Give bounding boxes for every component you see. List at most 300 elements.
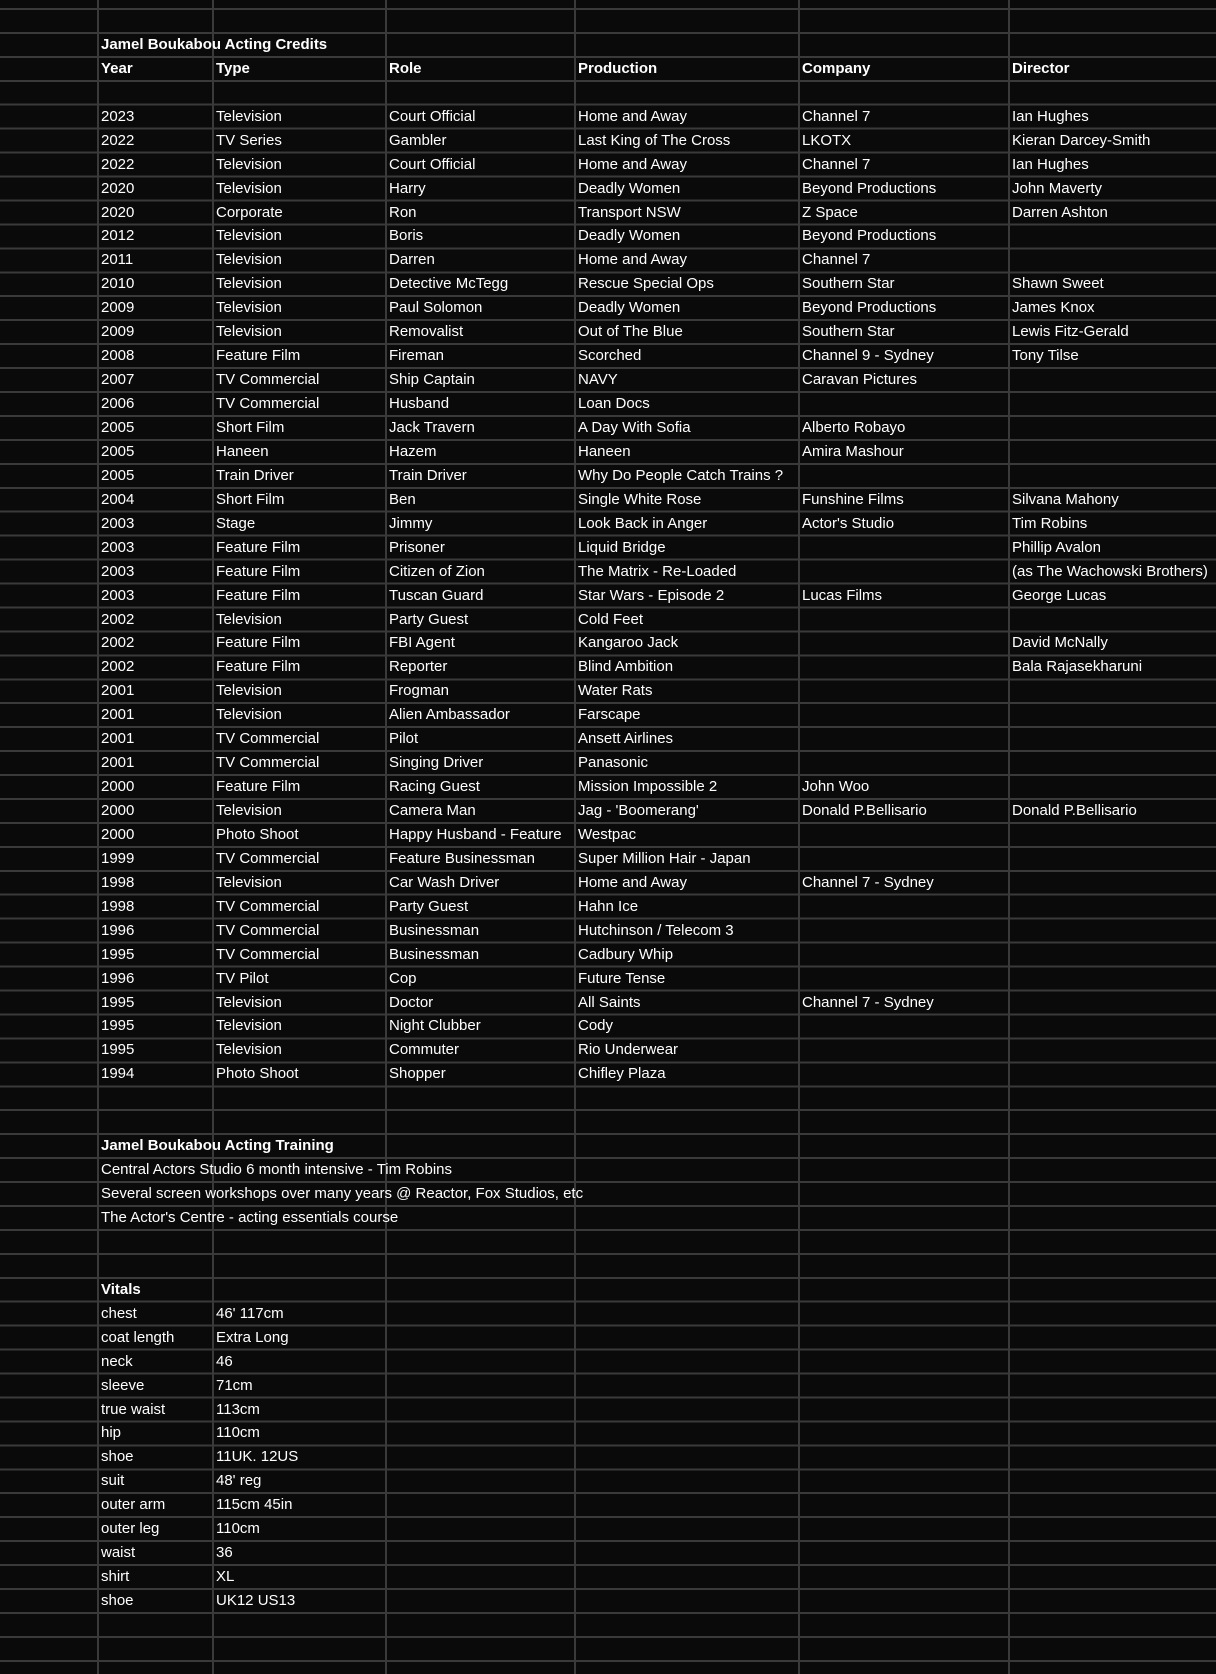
cell-role[interactable]: Fireman bbox=[389, 347, 445, 364]
table-row bbox=[0, 1446, 1216, 1468]
cell-type[interactable]: TV Commercial bbox=[216, 730, 320, 747]
cell-type[interactable]: Television bbox=[216, 323, 282, 340]
cell-production[interactable]: Cadbury Whip bbox=[578, 946, 674, 963]
cell-company[interactable]: Southern Star bbox=[802, 323, 895, 340]
cell-company[interactable] bbox=[800, 680, 802, 702]
cell-company[interactable]: Channel 7 - Sydney bbox=[802, 874, 934, 891]
cell-role[interactable]: Boris bbox=[389, 227, 424, 244]
vitals-measurement[interactable]: outer leg bbox=[101, 1520, 160, 1537]
cell-production[interactable]: Home and Away bbox=[578, 108, 687, 125]
cell-director[interactable]: Shawn Sweet bbox=[1012, 275, 1104, 292]
cell-company[interactable]: Channel 7 bbox=[802, 156, 871, 173]
cell-production[interactable]: Rescue Special Ops bbox=[578, 275, 714, 292]
vitals-measurement[interactable]: waist bbox=[101, 1544, 136, 1561]
cell-year[interactable]: 2007 bbox=[101, 371, 135, 388]
cell-company[interactable] bbox=[800, 704, 802, 726]
cell-production[interactable]: Westpac bbox=[578, 826, 637, 843]
cell-company[interactable] bbox=[800, 656, 802, 678]
cell-role[interactable]: Removalist bbox=[389, 323, 464, 340]
table-row bbox=[0, 728, 1216, 750]
cell-director[interactable]: Ian Hughes bbox=[1012, 108, 1089, 125]
cell-production[interactable]: Farscape bbox=[578, 706, 641, 723]
cell-year[interactable]: 2000 bbox=[101, 778, 135, 795]
cell-year[interactable]: 2020 bbox=[101, 180, 135, 197]
cell-role[interactable]: Businessman bbox=[389, 946, 480, 963]
cell-type[interactable]: Television bbox=[216, 227, 282, 244]
cell-role[interactable]: Singing Driver bbox=[389, 754, 484, 771]
cell-type[interactable]: Feature Film bbox=[216, 634, 301, 651]
cell-type[interactable]: Train Driver bbox=[216, 467, 294, 484]
vitals-value[interactable]: 48' reg bbox=[216, 1472, 262, 1489]
cell-director[interactable]: David McNally bbox=[1012, 634, 1108, 651]
vitals-value[interactable]: 110cm bbox=[216, 1520, 260, 1537]
header-role[interactable]: Role bbox=[389, 60, 422, 77]
table-row bbox=[0, 680, 1216, 702]
cell-type[interactable]: Short Film bbox=[216, 419, 285, 436]
cell-company[interactable] bbox=[800, 632, 802, 654]
cell-role[interactable]: Frogman bbox=[389, 682, 450, 699]
cell-type[interactable]: TV Commercial bbox=[216, 754, 320, 771]
cell-type[interactable]: Television bbox=[216, 682, 282, 699]
cell-company[interactable]: Lucas Films bbox=[802, 587, 883, 604]
cell-role[interactable]: Camera Man bbox=[389, 802, 476, 819]
table-row bbox=[0, 1399, 1216, 1421]
cell-production[interactable]: Out of The Blue bbox=[578, 323, 683, 340]
vitals-measurement[interactable]: shoe bbox=[101, 1448, 134, 1465]
credits-header-row bbox=[0, 58, 1216, 80]
vitals-title[interactable]: Vitals bbox=[101, 1281, 141, 1298]
cell-director[interactable] bbox=[1010, 824, 1012, 846]
cell-production[interactable]: Hahn Ice bbox=[578, 898, 639, 915]
cell-type[interactable]: Television bbox=[216, 1041, 282, 1058]
cell-type[interactable]: Television bbox=[216, 874, 282, 891]
cell-production[interactable]: Single White Rose bbox=[578, 491, 702, 508]
table-row bbox=[0, 1015, 1216, 1037]
training-item[interactable]: Central Actors Studio 6 month intensive - Tim Robins bbox=[101, 1161, 452, 1178]
cell-type[interactable]: Haneen bbox=[216, 443, 269, 460]
header-company[interactable]: Company bbox=[802, 60, 871, 77]
cell-director[interactable] bbox=[1010, 225, 1012, 247]
cell-production[interactable]: Super Million Hair - Japan bbox=[578, 850, 751, 867]
table-row bbox=[0, 992, 1216, 1014]
cell-company[interactable]: Beyond Productions bbox=[802, 227, 937, 244]
cell-year[interactable]: 2022 bbox=[101, 132, 135, 149]
cell-production[interactable]: Transport NSW bbox=[578, 204, 681, 221]
cell-year[interactable]: 2003 bbox=[101, 515, 135, 532]
cell-type[interactable]: Photo Shoot bbox=[216, 826, 299, 843]
cell-company[interactable]: Z Space bbox=[802, 204, 858, 221]
training-title[interactable]: Jamel Boukabou Acting Training bbox=[101, 1137, 334, 1154]
cell-production[interactable]: Liquid Bridge bbox=[578, 539, 666, 556]
vitals-measurement[interactable]: sleeve bbox=[101, 1377, 145, 1394]
cell-year[interactable]: 2002 bbox=[101, 658, 135, 675]
cell-director[interactable]: (as The Wachowski Brothers) bbox=[1012, 563, 1208, 580]
vitals-measurement[interactable]: shirt bbox=[101, 1568, 130, 1585]
cell-type[interactable]: TV Commercial bbox=[216, 395, 320, 412]
cell-year[interactable]: 2001 bbox=[101, 682, 135, 699]
cell-type[interactable]: Television bbox=[216, 156, 282, 173]
vitals-value[interactable]: Extra Long bbox=[216, 1329, 289, 1346]
cell-year[interactable]: 2001 bbox=[101, 706, 135, 723]
cell-director[interactable] bbox=[1010, 680, 1012, 702]
cell-type[interactable]: TV Commercial bbox=[216, 922, 320, 939]
cell-director[interactable] bbox=[1010, 465, 1012, 487]
cell-type[interactable]: TV Commercial bbox=[216, 850, 320, 867]
cell-role[interactable]: Commuter bbox=[389, 1041, 460, 1058]
cell-production[interactable]: Mission Impossible 2 bbox=[578, 778, 718, 795]
list-item bbox=[0, 1159, 1216, 1181]
cell-company[interactable]: Actor's Studio bbox=[802, 515, 895, 532]
cell-production[interactable]: Home and Away bbox=[578, 156, 687, 173]
cell-director[interactable]: Ian Hughes bbox=[1012, 156, 1089, 173]
cell-role[interactable]: Jack Travern bbox=[389, 419, 475, 436]
cell-role[interactable]: Car Wash Driver bbox=[389, 874, 500, 891]
table-row bbox=[0, 609, 1216, 631]
cell-production[interactable]: Home and Away bbox=[578, 251, 687, 268]
cell-year[interactable]: 2005 bbox=[101, 443, 135, 460]
cell-role[interactable]: Paul Solomon bbox=[389, 299, 483, 316]
cell-role[interactable]: Ship Captain bbox=[389, 371, 475, 388]
cell-type[interactable]: Television bbox=[216, 706, 282, 723]
cell-year[interactable]: 1998 bbox=[101, 898, 135, 915]
cell-production[interactable]: Chifley Plaza bbox=[578, 1065, 666, 1082]
table-row bbox=[0, 345, 1216, 367]
cell-role[interactable]: Party Guest bbox=[389, 898, 469, 915]
cell-director[interactable] bbox=[1010, 992, 1012, 1014]
cell-role[interactable]: Harry bbox=[389, 180, 426, 197]
cell-director[interactable] bbox=[1010, 944, 1012, 966]
cell-production[interactable]: Hutchinson / Telecom 3 bbox=[578, 922, 734, 939]
vitals-value[interactable]: XL bbox=[216, 1568, 235, 1585]
cell-company[interactable]: Southern Star bbox=[802, 275, 895, 292]
cell-type[interactable]: Television bbox=[216, 251, 282, 268]
cell-production[interactable]: Scorched bbox=[578, 347, 642, 364]
cell-year[interactable]: 2005 bbox=[101, 467, 135, 484]
cell-type[interactable]: Photo Shoot bbox=[216, 1065, 299, 1082]
cell-year[interactable]: 1994 bbox=[101, 1065, 135, 1082]
cell-production[interactable]: Water Rats bbox=[578, 682, 653, 699]
cell-company[interactable]: Caravan Pictures bbox=[802, 371, 918, 388]
cell-year[interactable]: 2011 bbox=[101, 251, 134, 268]
cell-production[interactable]: Home and Away bbox=[578, 874, 687, 891]
cell-year[interactable]: 2003 bbox=[101, 587, 135, 604]
cell-director[interactable]: James Knox bbox=[1012, 299, 1095, 316]
cell-role[interactable]: Alien Ambassador bbox=[389, 706, 510, 723]
cell-company[interactable] bbox=[800, 968, 802, 990]
cell-director[interactable] bbox=[1010, 1039, 1012, 1061]
cell-director[interactable] bbox=[1010, 704, 1012, 726]
vitals-measurement[interactable]: hip bbox=[101, 1424, 122, 1441]
cell-year[interactable]: 2006 bbox=[101, 395, 135, 412]
cell-role[interactable]: Reporter bbox=[389, 658, 448, 675]
cell-director[interactable] bbox=[1010, 752, 1012, 774]
cell-year[interactable]: 2005 bbox=[101, 419, 135, 436]
cell-year[interactable]: 2003 bbox=[101, 539, 135, 556]
cell-type[interactable]: Feature Film bbox=[216, 539, 301, 556]
vitals-value[interactable]: 115cm 45in bbox=[216, 1496, 293, 1513]
cell-production[interactable]: All Saints bbox=[578, 994, 641, 1011]
cell-company[interactable]: LKOTX bbox=[802, 132, 852, 149]
table-row bbox=[0, 1039, 1216, 1061]
cell-company[interactable]: Funshine Films bbox=[802, 491, 904, 508]
cell-role[interactable]: Doctor bbox=[389, 994, 434, 1011]
cell-director[interactable] bbox=[1010, 393, 1012, 415]
cell-year[interactable]: 1995 bbox=[101, 946, 135, 963]
cell-production[interactable]: Kangaroo Jack bbox=[578, 634, 679, 651]
cell-company[interactable] bbox=[800, 752, 802, 774]
cell-director[interactable] bbox=[1010, 848, 1012, 870]
cell-production[interactable]: Look Back in Anger bbox=[578, 515, 708, 532]
cell-type[interactable]: TV Pilot bbox=[216, 970, 269, 987]
cell-type[interactable]: Television bbox=[216, 275, 282, 292]
cell-type[interactable]: Feature Film bbox=[216, 587, 301, 604]
cell-role[interactable]: Shopper bbox=[389, 1065, 446, 1082]
cell-role[interactable]: Night Clubber bbox=[389, 1017, 481, 1034]
cell-year[interactable]: 1996 bbox=[101, 922, 135, 939]
cell-company[interactable] bbox=[800, 465, 802, 487]
vitals-value[interactable]: 36 bbox=[216, 1544, 233, 1561]
vitals-measurement[interactable]: coat length bbox=[101, 1329, 175, 1346]
cell-director[interactable] bbox=[1010, 1015, 1012, 1037]
cell-year[interactable]: 2022 bbox=[101, 156, 135, 173]
cell-director[interactable]: Lewis Fitz-Gerald bbox=[1012, 323, 1129, 340]
cell-type[interactable]: Television bbox=[216, 108, 282, 125]
cell-production[interactable]: Cold Feet bbox=[578, 611, 644, 628]
vitals-measurement[interactable]: true waist bbox=[101, 1401, 166, 1418]
cell-director[interactable]: Bala Rajasekharuni bbox=[1012, 658, 1143, 675]
cell-type[interactable]: Stage bbox=[216, 515, 256, 532]
cell-year[interactable]: 1995 bbox=[101, 994, 135, 1011]
cell-year[interactable]: 2009 bbox=[101, 299, 135, 316]
cell-director[interactable] bbox=[1010, 249, 1012, 271]
training-item[interactable]: Several screen workshops over many years @ Reactor, Fox Studios, etc bbox=[101, 1185, 584, 1202]
cell-company[interactable]: Beyond Productions bbox=[802, 180, 937, 197]
cell-role[interactable]: Feature Businessman bbox=[389, 850, 535, 867]
cell-role[interactable]: Citizen of Zion bbox=[389, 563, 485, 580]
vitals-value[interactable]: 46' 117cm bbox=[216, 1305, 284, 1322]
cell-company[interactable] bbox=[800, 1015, 802, 1037]
cell-year[interactable]: 1995 bbox=[101, 1041, 135, 1058]
cell-year[interactable]: 2001 bbox=[101, 730, 135, 747]
cell-company[interactable] bbox=[800, 537, 802, 559]
header-production[interactable]: Production bbox=[578, 60, 658, 77]
vitals-value[interactable]: 110cm bbox=[216, 1424, 260, 1441]
cell-director[interactable]: Darren Ashton bbox=[1012, 204, 1108, 221]
table-row bbox=[0, 249, 1216, 271]
cell-role[interactable]: Prisoner bbox=[389, 539, 445, 556]
credits-title[interactable]: Jamel Boukabou Acting Credits bbox=[101, 36, 328, 53]
cell-production[interactable]: Deadly Women bbox=[578, 299, 681, 316]
cell-company[interactable] bbox=[800, 944, 802, 966]
cell-year[interactable]: 2002 bbox=[101, 611, 135, 628]
cell-year[interactable]: 1998 bbox=[101, 874, 135, 891]
vitals-measurement[interactable]: neck bbox=[101, 1353, 133, 1370]
vitals-value[interactable]: 71cm bbox=[216, 1377, 253, 1394]
table-row bbox=[0, 872, 1216, 894]
cell-year[interactable]: 2008 bbox=[101, 347, 135, 364]
cell-company[interactable]: Channel 7 - Sydney bbox=[802, 994, 934, 1011]
cell-type[interactable]: Feature Film bbox=[216, 778, 301, 795]
cell-type[interactable]: Corporate bbox=[216, 204, 283, 221]
cell-type[interactable]: Television bbox=[216, 611, 282, 628]
cell-production[interactable]: Star Wars - Episode 2 bbox=[578, 587, 725, 604]
cell-director[interactable]: Kieran Darcey-Smith bbox=[1012, 132, 1151, 149]
vitals-measurement[interactable]: outer arm bbox=[101, 1496, 166, 1513]
cell-year[interactable]: 2023 bbox=[101, 108, 135, 125]
cell-production[interactable]: Jag - 'Boomerang' bbox=[578, 802, 699, 819]
header-director[interactable]: Director bbox=[1012, 60, 1070, 77]
cell-company[interactable]: Beyond Productions bbox=[802, 299, 937, 316]
cell-year[interactable]: 2000 bbox=[101, 802, 135, 819]
cell-type[interactable]: TV Commercial bbox=[216, 898, 320, 915]
vitals-measurement[interactable]: suit bbox=[101, 1472, 125, 1489]
cell-director[interactable] bbox=[1010, 920, 1012, 942]
cell-company[interactable] bbox=[800, 728, 802, 750]
cell-director[interactable]: Tim Robins bbox=[1012, 515, 1088, 532]
cell-company[interactable] bbox=[800, 393, 802, 415]
vitals-measurement[interactable]: chest bbox=[101, 1305, 137, 1322]
cell-role[interactable]: Party Guest bbox=[389, 611, 469, 628]
cell-production[interactable]: Loan Docs bbox=[578, 395, 650, 412]
cell-company[interactable]: Channel 9 - Sydney bbox=[802, 347, 934, 364]
cell-role[interactable]: Jimmy bbox=[389, 515, 433, 532]
vitals-title-row bbox=[0, 1279, 1216, 1301]
cell-year[interactable]: 2004 bbox=[101, 491, 135, 508]
cell-company[interactable]: Amira Mashour bbox=[802, 443, 904, 460]
cell-type[interactable]: TV Commercial bbox=[216, 946, 320, 963]
cell-role[interactable]: Racing Guest bbox=[389, 778, 480, 795]
cell-company[interactable] bbox=[800, 609, 802, 631]
cell-production[interactable]: Cody bbox=[578, 1017, 614, 1034]
cell-production[interactable]: Haneen bbox=[578, 443, 631, 460]
vitals-value[interactable]: UK12 US13 bbox=[216, 1592, 296, 1609]
cell-director[interactable] bbox=[1010, 1063, 1012, 1085]
cell-production[interactable]: Rio Underwear bbox=[578, 1041, 679, 1058]
cell-type[interactable]: Television bbox=[216, 1017, 282, 1034]
cell-director[interactable] bbox=[1010, 728, 1012, 750]
cell-director[interactable]: John Maverty bbox=[1012, 180, 1103, 197]
cell-director[interactable] bbox=[1010, 776, 1012, 798]
cell-director[interactable]: George Lucas bbox=[1012, 587, 1107, 604]
cell-director[interactable]: Donald P.Bellisario bbox=[1012, 802, 1137, 819]
cell-production[interactable]: The Matrix - Re-Loaded bbox=[578, 563, 737, 580]
cell-production[interactable]: Blind Ambition bbox=[578, 658, 674, 675]
cell-role[interactable]: Businessman bbox=[389, 922, 480, 939]
cell-year[interactable]: 1995 bbox=[101, 1017, 135, 1034]
cell-year[interactable]: 1996 bbox=[101, 970, 135, 987]
cell-production[interactable]: Deadly Women bbox=[578, 227, 681, 244]
table-row bbox=[0, 225, 1216, 247]
cell-year[interactable]: 2002 bbox=[101, 634, 135, 651]
cell-director[interactable] bbox=[1010, 872, 1012, 894]
cell-role[interactable]: Court Official bbox=[389, 108, 476, 125]
cell-role[interactable]: Pilot bbox=[389, 730, 419, 747]
cell-production[interactable]: NAVY bbox=[578, 371, 618, 388]
cell-production[interactable]: Last King of The Cross bbox=[578, 132, 731, 149]
cell-year[interactable]: 2009 bbox=[101, 323, 135, 340]
cell-director[interactable]: Tony Tilse bbox=[1012, 347, 1079, 364]
cell-year[interactable]: 2010 bbox=[101, 275, 135, 292]
cell-director[interactable] bbox=[1010, 968, 1012, 990]
cell-role[interactable]: Ben bbox=[389, 491, 416, 508]
cell-company[interactable] bbox=[800, 1039, 802, 1061]
cell-type[interactable]: TV Commercial bbox=[216, 371, 320, 388]
cell-company[interactable]: Channel 7 bbox=[802, 108, 871, 125]
cell-role[interactable]: Ron bbox=[389, 204, 417, 221]
cell-production[interactable]: Why Do People Catch Trains ? bbox=[578, 467, 784, 484]
cell-role[interactable]: FBI Agent bbox=[389, 634, 455, 651]
cell-type[interactable]: Television bbox=[216, 180, 282, 197]
cell-type[interactable]: Television bbox=[216, 994, 282, 1011]
cell-role[interactable]: Darren bbox=[389, 251, 435, 268]
cell-year[interactable]: 2000 bbox=[101, 826, 135, 843]
cell-role[interactable]: Cop bbox=[389, 970, 417, 987]
training-item[interactable]: The Actor's Centre - acting essentials course bbox=[101, 1209, 399, 1226]
cell-type[interactable]: Feature Film bbox=[216, 347, 301, 364]
cell-type[interactable]: Short Film bbox=[216, 491, 285, 508]
cell-type[interactable]: TV Series bbox=[216, 132, 282, 149]
cell-director[interactable] bbox=[1010, 369, 1012, 391]
cell-director[interactable] bbox=[1010, 417, 1012, 439]
cell-director[interactable] bbox=[1010, 896, 1012, 918]
header-type[interactable]: Type bbox=[216, 60, 250, 77]
cell-director[interactable] bbox=[1010, 441, 1012, 463]
cell-role[interactable]: Hazem bbox=[389, 443, 437, 460]
cell-company[interactable]: John Woo bbox=[802, 778, 870, 795]
cell-production[interactable]: Panasonic bbox=[578, 754, 649, 771]
vitals-value[interactable]: 113cm bbox=[216, 1401, 260, 1418]
cell-role[interactable]: Court Official bbox=[389, 156, 476, 173]
cell-year[interactable]: 2001 bbox=[101, 754, 135, 771]
vitals-value[interactable]: 46 bbox=[216, 1353, 233, 1370]
header-year[interactable]: Year bbox=[101, 60, 133, 77]
cell-year[interactable]: 1999 bbox=[101, 850, 135, 867]
vitals-measurement[interactable]: shoe bbox=[101, 1592, 134, 1609]
cell-type[interactable]: Feature Film bbox=[216, 658, 301, 675]
cell-production[interactable]: A Day With Sofia bbox=[578, 419, 691, 436]
cell-year[interactable]: 2020 bbox=[101, 204, 135, 221]
table-row bbox=[0, 106, 1216, 128]
cell-company[interactable] bbox=[800, 1063, 802, 1085]
cell-role[interactable]: Train Driver bbox=[389, 467, 467, 484]
cell-director[interactable]: Silvana Mahony bbox=[1012, 491, 1119, 508]
cell-type[interactable]: Television bbox=[216, 299, 282, 316]
cell-director[interactable] bbox=[1010, 609, 1012, 631]
cell-company[interactable] bbox=[800, 561, 802, 583]
cell-company[interactable] bbox=[800, 896, 802, 918]
cell-role[interactable]: Tuscan Guard bbox=[389, 587, 484, 604]
cell-role[interactable]: Gambler bbox=[389, 132, 447, 149]
cell-production[interactable]: Future Tense bbox=[578, 970, 666, 987]
cell-year[interactable]: 2012 bbox=[101, 227, 135, 244]
cell-director[interactable]: Phillip Avalon bbox=[1012, 539, 1101, 556]
cell-production[interactable]: Deadly Women bbox=[578, 180, 681, 197]
cell-role[interactable]: Happy Husband - Feature bbox=[389, 826, 562, 843]
cell-company[interactable]: Donald P.Bellisario bbox=[802, 802, 927, 819]
cell-role[interactable]: Husband bbox=[389, 395, 450, 412]
cell-type[interactable]: Television bbox=[216, 802, 282, 819]
cell-company[interactable] bbox=[800, 920, 802, 942]
cell-year[interactable]: 2003 bbox=[101, 563, 135, 580]
cell-company[interactable]: Alberto Robayo bbox=[802, 419, 906, 436]
cell-type[interactable]: Feature Film bbox=[216, 563, 301, 580]
cell-company[interactable] bbox=[800, 848, 802, 870]
cell-role[interactable]: Detective McTegg bbox=[389, 275, 509, 292]
vitals-value[interactable]: 11UK. 12US bbox=[216, 1448, 299, 1465]
cell-company[interactable]: Channel 7 bbox=[802, 251, 871, 268]
cell-production[interactable]: Ansett Airlines bbox=[578, 730, 674, 747]
cell-company[interactable] bbox=[800, 824, 802, 846]
